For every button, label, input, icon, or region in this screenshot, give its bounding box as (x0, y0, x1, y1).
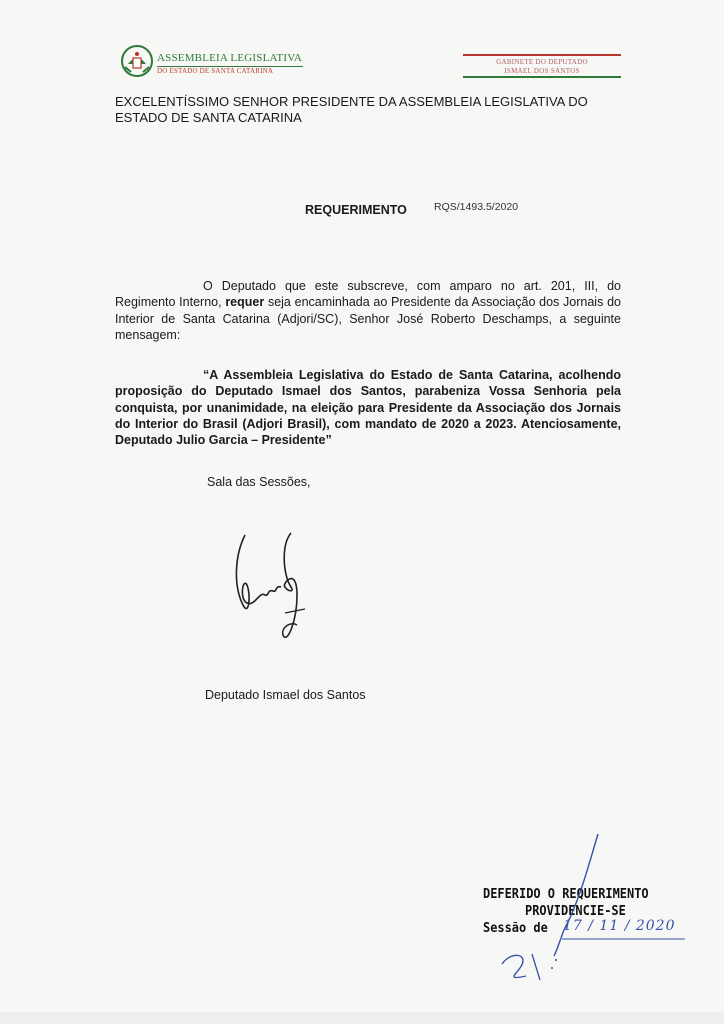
request-body (115, 278, 621, 343)
stamp-session-label: Sessão de (483, 921, 548, 936)
body-text-start: O Deputado que este subscreve, com amparo no art. 201, III, do Regimento Interno, (115, 279, 621, 310)
stamp-session-date: 17 / 11 / 2020 (563, 918, 676, 934)
body-text-end: seja encaminhada ao Presidente da Associação dos Jornais do Interior de Santa Catarina (Adjori/SC), Senhor José Roberto Deschamps, a seguinte mensagem: (115, 295, 621, 342)
office-rule-bottom (463, 76, 621, 78)
organization-name: ASSEMBLEIA LEGISLATIVA (157, 52, 303, 64)
office-name: GABINETE DO DEPUTADO (496, 58, 588, 66)
request-code: RQS/1493.5/2020 (434, 201, 519, 213)
approval-initials (490, 830, 690, 990)
handwritten-signature (225, 525, 325, 655)
closing-line: Sala das Sessões, (207, 475, 311, 489)
quoted-message: “A Assembleia Legislativa do Estado de Santa Catarina, acolhendo proposição do Deputado Ismael dos Santos, parabeniza Vossa Senhoria pela conquista, por unanimidade, na eleição para Presidente da Associação dos Jornais do Interior do Brasil (Adjori Brasil), com mandato de 2020 a 2023. Atenciosamente, Deputado Julio Garcia – Presidente” (115, 368, 621, 448)
organization-subtitle: DO ESTADO DE SANTA CATARINA (157, 67, 274, 75)
stamp-action-line: PROVIDENCIE-SE (525, 904, 626, 919)
stamp-approval-line: DEFERIDO O REQUERIMENTO (483, 887, 649, 902)
addressee-heading: EXCELENTÍSSIMO SENHOR PRESIDENTE DA ASSEMBLEIA LEGISLATIVA DO ESTADO DE SANTA CATARINA (115, 94, 588, 125)
signer-name: Deputado Ismael dos Santos (205, 688, 366, 702)
office-rule-top (463, 54, 621, 56)
document-title: REQUERIMENTO (305, 203, 407, 217)
state-coat-of-arms-icon (120, 44, 154, 78)
body-bold-word: requer (225, 295, 265, 310)
office-deputy-name: ISMAEL DOS SANTOS (504, 67, 580, 75)
scan-bottom-edge (0, 1012, 724, 1024)
